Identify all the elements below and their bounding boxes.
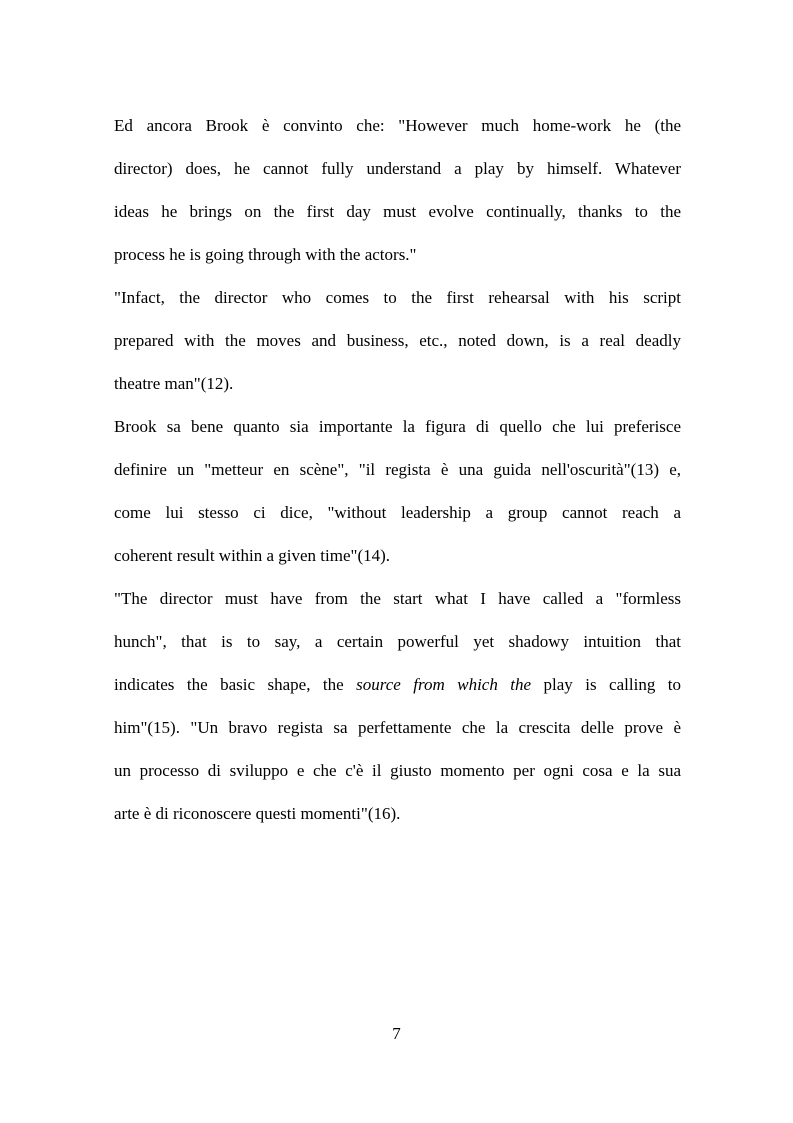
text-line: "Infact, the director who comes to the first rehearsal with his script (114, 288, 681, 307)
text-segment: play is calling to (531, 675, 681, 694)
paragraph-4 (114, 583, 681, 841)
paragraph-3 (114, 411, 681, 583)
text-line: un processo di sviluppo e che c'è il giusto momento per ogni cosa e la sua (114, 761, 681, 780)
text-line: him"(15). "Un bravo regista sa perfettamente che la crescita delle prove è (114, 718, 681, 737)
text-line: ideas he brings on the first day must evolve continually, thanks to the (114, 202, 681, 221)
paragraph-2 (114, 282, 681, 411)
text-line: coherent result within a given time"(14). (114, 546, 391, 565)
text-line: Brook sa bene quanto sia importante la figura di quello che lui preferisce (114, 417, 681, 436)
text-line: theatre man"(12). (114, 374, 234, 393)
text-line: hunch", that is to say, a certain powerful yet shadowy intuition that (114, 632, 681, 651)
text-line: director) does, he cannot fully understand a play by himself. Whatever (114, 159, 681, 178)
text-line: process he is going through with the actors." (114, 245, 417, 264)
text-line: arte è di riconoscere questi momenti"(16). (114, 804, 401, 823)
page-number: 7 (392, 1024, 401, 1043)
italic-phrase: source from which the (356, 675, 532, 694)
text-line: Ed ancora Brook è convinto che: "However much home-work he (the (114, 116, 681, 135)
page-body (114, 110, 681, 841)
text-line: prepared with the moves and business, etc., noted down, is a real deadly (114, 331, 681, 350)
text-segment: indicates the basic shape, the (114, 675, 357, 694)
text-line: definire un "metteur en scène", "il regista è una guida nell'oscurità"(13) e, (114, 460, 681, 479)
text-line: come lui stesso ci dice, "without leadership a group cannot reach a (114, 503, 681, 522)
text-line-with-italic (114, 669, 681, 712)
text-line: "The director must have from the start what I have called a "formless (114, 589, 681, 608)
paragraph-1 (114, 110, 681, 282)
